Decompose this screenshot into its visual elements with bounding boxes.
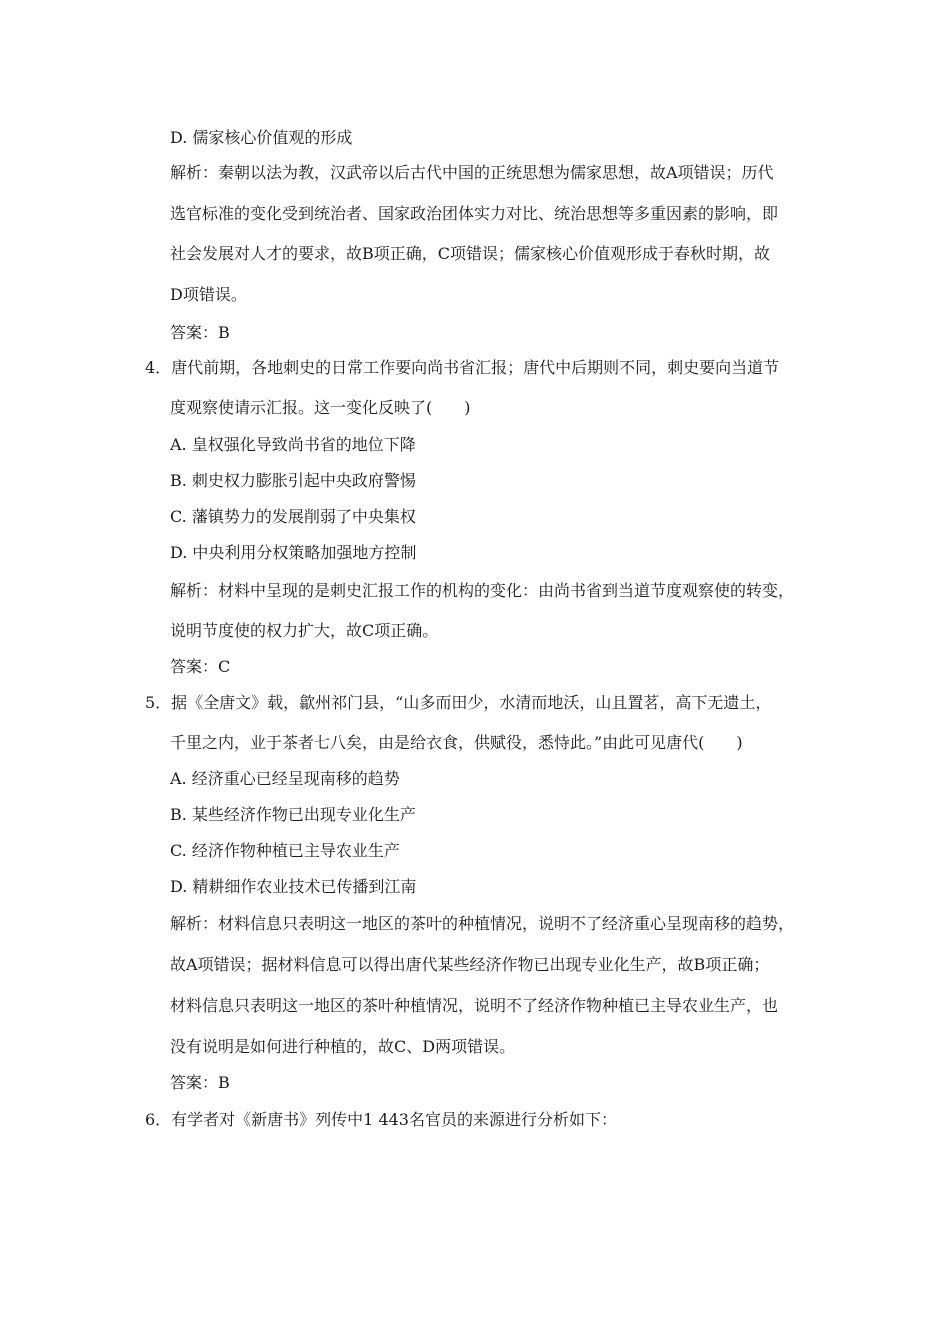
q5-option-a: A. 经济重心已经呈现南移的趋势: [170, 769, 400, 788]
q3-analysis-line-4: D项错误。: [170, 285, 247, 304]
q5-option-c: C. 经济作物种植已主导农业生产: [170, 841, 400, 860]
q5-analysis-line-3: 材料信息只表明这一地区的茶叶种植情况，说明不了经济作物种植已主导农业生产，也: [170, 996, 779, 1015]
q5-analysis-line-2: 故A项错误；据材料信息可以得出唐代某些经济作物已出现专业化生产，故B项正确；: [170, 955, 770, 974]
q6-stem: 6．有学者对《新唐书》列传中1 443名官员的来源进行分析如下：: [145, 1110, 617, 1129]
q3-option-d: D. 儒家核心价值观的形成: [170, 128, 353, 147]
q4-analysis-line-2: 说明节度使的权力扩大，故C项正确。: [170, 621, 439, 640]
q5-stem-line-2: 千里之内，业于茶者七八矣，由是给衣食，供赋役，悉恃此。”由此可见唐代( ): [170, 733, 743, 752]
q5-analysis-line-1: 解析：材料信息只表明这一地区的茶叶的种植情况，说明不了经济重心呈现南移的趋势，: [170, 914, 795, 933]
q4-option-a: A. 皇权强化导致尚书省的地位下降: [170, 435, 416, 454]
q5-stem-line-1: 5．据《全唐文》载，歙州祁门县，“山多而田少，水清而地沃，山且置茗，高下无遗土，: [145, 693, 772, 712]
q5-option-d: D. 精耕细作农业技术已传播到江南: [170, 877, 417, 896]
q4-stem-line-2: 度观察使请示汇报。这一变化反映了( ): [170, 398, 471, 417]
q3-analysis-line-3: 社会发展对人才的要求，故B项正确，C项错误；儒家核心价值观形成于春秋时期，故: [170, 244, 771, 263]
q4-option-c: C. 藩镇势力的发展削弱了中央集权: [170, 507, 416, 526]
q4-stem-line-1: 4．唐代前期，各地刺史的日常工作要向尚书省汇报；唐代中后期则不同，刺史要向当道节: [145, 358, 780, 377]
q4-analysis-line-1: 解析：材料中呈现的是刺史汇报工作的机构的变化：由尚书省到当道节度观察使的转变，: [170, 581, 795, 600]
q5-analysis-line-4: 没有说明是如何进行种植的，故C、D两项错误。: [170, 1037, 516, 1056]
q4-option-d: D. 中央利用分权策略加强地方控制: [170, 543, 417, 562]
q3-answer: 答案：B: [170, 323, 230, 342]
q4-answer: 答案：C: [170, 657, 231, 676]
q3-analysis-line-1: 解析：秦朝以法为教，汉武帝以后古代中国的正统思想为儒家思想，故A项错误；历代: [170, 163, 774, 182]
q5-option-b: B. 某些经济作物已出现专业化生产: [170, 805, 416, 824]
q5-answer: 答案：B: [170, 1073, 230, 1092]
q4-option-b: B. 刺史权力膨胀引起中央政府警惕: [170, 471, 416, 490]
q3-analysis-line-2: 选官标准的变化受到统治者、国家政治团体实力对比、统治思想等多重因素的影响，即: [170, 204, 779, 223]
